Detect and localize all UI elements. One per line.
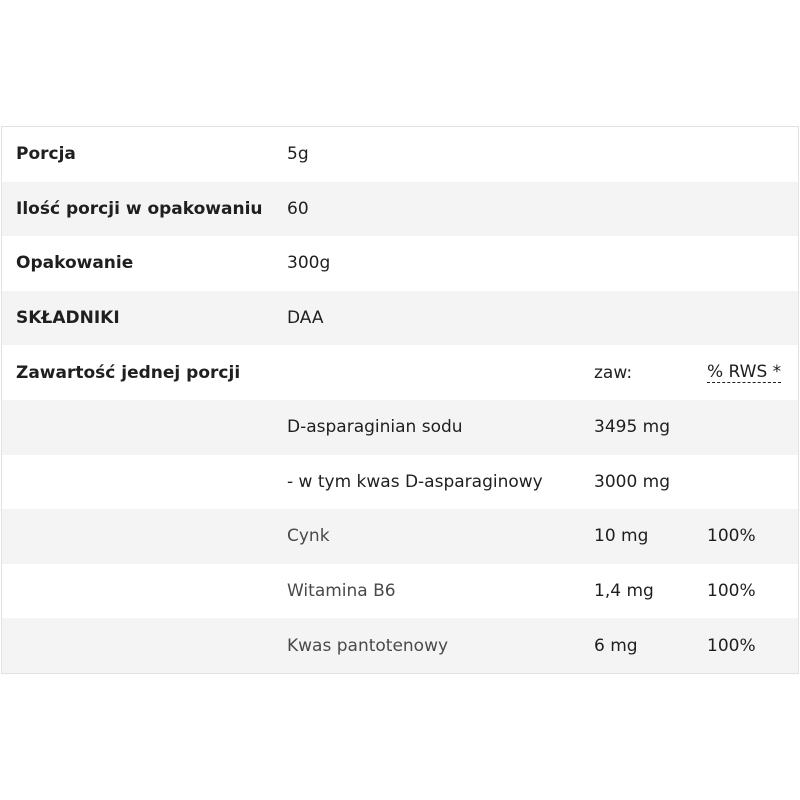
row-value: 5g	[287, 144, 309, 165]
ingredient-amount: 1,4 mg	[594, 581, 654, 602]
ingredient-amount: 6 mg	[594, 635, 638, 656]
table-row	[2, 127, 798, 182]
row-value: DAA	[287, 308, 324, 329]
row-value: 300g	[287, 253, 331, 274]
nutrition-table	[1, 126, 799, 674]
row-label: Porcja	[16, 144, 76, 165]
ingredient-name: Kwas pantotenowy	[287, 635, 449, 656]
ingredient-row	[2, 455, 798, 510]
row-label: Ilość porcji w opakowaniu	[16, 198, 263, 219]
ingredient-name: D-asparaginian sodu	[287, 417, 463, 438]
amount-column-header: zaw:	[594, 362, 633, 383]
row-label: SKŁADNIKI	[16, 308, 120, 329]
table-row	[2, 182, 798, 237]
ingredient-name: Cynk	[287, 526, 330, 547]
table-row	[2, 291, 798, 346]
ingredient-amount: 10 mg	[594, 526, 649, 547]
ingredient-row	[2, 618, 798, 673]
ingredient-amount: 3495 mg	[594, 417, 671, 438]
table-row	[2, 236, 798, 291]
serving-header-row	[2, 345, 798, 400]
ingredient-name: - w tym kwas D-asparaginowy	[287, 471, 543, 492]
serving-header-label: Zawartość jednej porcji	[16, 362, 241, 383]
ingredient-row	[2, 564, 798, 619]
row-label: Opakowanie	[16, 253, 134, 274]
ingredient-amount: 3000 mg	[594, 471, 671, 492]
row-value: 60	[287, 198, 309, 219]
rws-abbreviation[interactable]: % RWS *	[707, 361, 782, 382]
ingredient-row	[2, 509, 798, 564]
ingredient-name: Witamina B6	[287, 581, 396, 602]
rws-column-header	[707, 345, 781, 400]
ingredient-rws: 100%	[707, 581, 756, 602]
ingredient-rws: 100%	[707, 635, 756, 656]
ingredient-row	[2, 400, 798, 455]
ingredient-rws: 100%	[707, 526, 756, 547]
